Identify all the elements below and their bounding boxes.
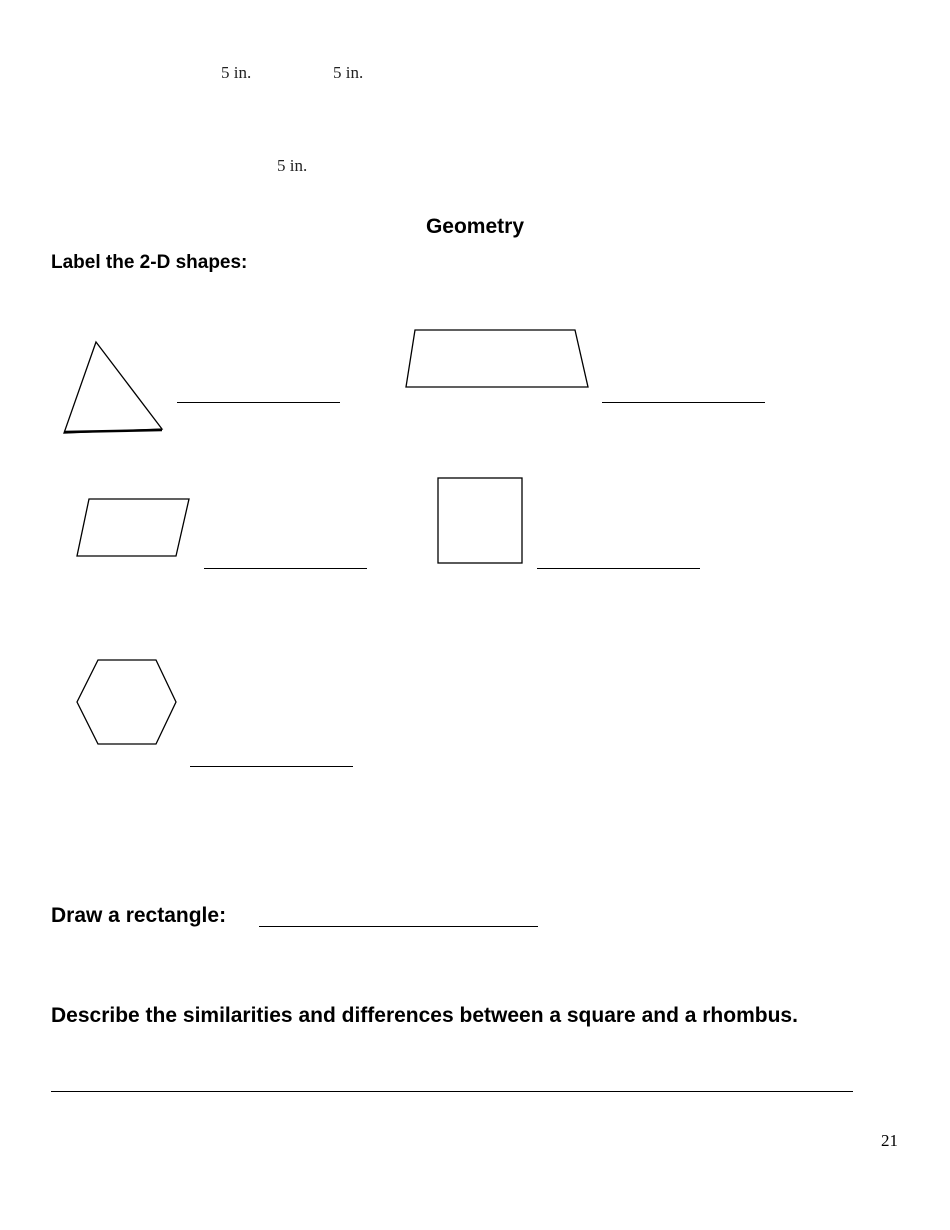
square-icon bbox=[435, 475, 527, 567]
trapezoid-answer-line[interactable] bbox=[602, 402, 765, 403]
parallelogram-icon bbox=[74, 495, 194, 560]
draw-rectangle-answer-line[interactable] bbox=[259, 926, 538, 927]
hexagon-icon bbox=[74, 656, 182, 750]
triangle-icon bbox=[60, 338, 170, 438]
draw-rectangle-prompt: Draw a rectangle: bbox=[51, 904, 227, 927]
measurement-label-c: 5 in. bbox=[277, 156, 308, 175]
trapezoid-icon bbox=[402, 326, 592, 392]
triangle-answer-line[interactable] bbox=[177, 402, 340, 403]
label-shapes-instruction: Label the 2-D shapes: bbox=[51, 252, 248, 273]
measurement-label-b: 5 in. bbox=[333, 63, 364, 82]
describe-prompt: Describe the similarities and differences between a square and a rhombus. bbox=[51, 1004, 798, 1027]
measurement-label-a: 5 in. bbox=[221, 63, 252, 82]
square-answer-line[interactable] bbox=[537, 568, 700, 569]
parallelogram-answer-line[interactable] bbox=[204, 568, 367, 569]
hexagon-answer-line[interactable] bbox=[190, 766, 353, 767]
page-number: 21 bbox=[881, 1131, 898, 1150]
page-title: Geometry bbox=[425, 215, 525, 238]
describe-answer-line[interactable] bbox=[51, 1091, 853, 1092]
